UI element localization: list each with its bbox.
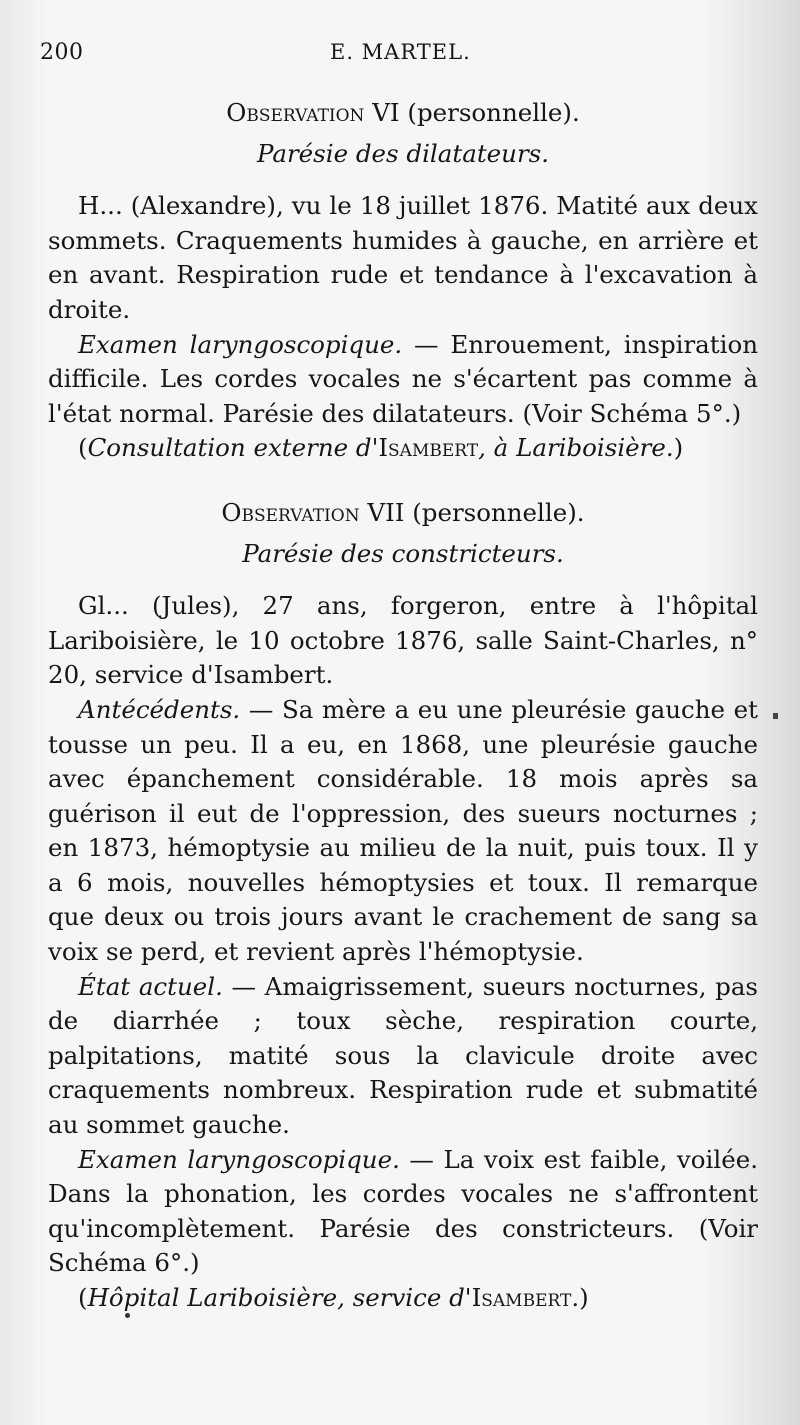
observation-label: Observation [226,98,365,127]
exam-text: — La voix est faible, voilée. Dans la phonation, les cordes vocales ne s'affrontent qu'incomplètement. Parésie des constricteurs. (Voir Schéma 6°.) [48,1144,758,1278]
current-state-text: — Amaigrissement, sueurs nocturnes, pas de diarrhée ; toux sèche, respiration courte, palpitations, matité sous la clavicule droite avec craquements nombreux. Respiration rude et submatité au sommet gauche. [48,971,758,1140]
observation-7-source [48,1281,758,1316]
paren-open: ( [78,1283,88,1312]
paren-open: ( [78,433,88,463]
exam-label: Examen laryngoscopique. [78,1144,400,1174]
observation-6-source [48,431,758,466]
observation-6-exam-paragraph [48,328,758,432]
observation-7-exam-paragraph [48,1143,758,1281]
observation-6-patient-paragraph: H... (Alexandre), vu le 18 juillet 1876. Matité aux deux sommets. Craquements humides à gauche, en arrière et en avant. Respiration rude et tendance à l'excavation à droite. [48,191,758,324]
observation-label: Observation [221,497,360,527]
page-number: 200 [40,40,84,65]
page-body [48,96,758,1316]
paren-close: .) [571,1283,589,1312]
exam-text: — Enrouement, inspiration difficile. Les cordes vocales ne s'écartent pas comme à l'état normal. Parésie des dilatateurs. (Voir Schéma 5°.) [48,329,758,428]
page-header [40,40,740,74]
observation-6-subtitle: Parésie des dilatateurs. [256,138,550,168]
observation-number: VI (personnelle). [364,98,580,127]
current-state-label: État actuel. [78,971,223,1001]
source-author: Isambert [378,433,479,463]
source-text: Hôpital Lariboisière, service d' [87,1283,472,1312]
history-label: Antécédents. [78,694,241,724]
observation-7-subtitle: Parésie des constricteurs. [242,538,564,568]
observation-number: VII (personnelle). [359,497,585,527]
running-head: E. MARTEL. [330,40,471,64]
margin-ink-mark [773,713,778,719]
observation-7-current-state-paragraph [48,970,758,1143]
observation-6-title [48,96,758,131]
ink-dot-mark [125,1313,130,1318]
exam-label: Examen laryngoscopique. [78,329,403,359]
history-text: — Sa mère a eu une pleurésie gauche et tousse un peu. Il a eu, en 1868, une pleurésie gauche avec épanchement considérable. 18 mois après sa guérison il eut de l'oppression, des sueurs nocturnes ; en 1873, hémoptysie au milieu de la nuit, puis toux. Il y a 6 mois, nouvelles hémoptysies et toux. Il remarque que deux ou trois jours avant le crachement de sang sa voix se perd, et revient après l'hémoptysie. [48,694,758,967]
observation-7-history-paragraph [48,693,758,970]
observation-7-title [48,496,758,531]
source-author: Isambert [471,1283,572,1312]
source-text: Consultation externe d' [87,433,379,463]
paren-close: ) [673,433,684,463]
source-place: , à Lariboisière. [478,433,674,463]
observation-7-patient-paragraph: Gl... (Jules), 27 ans, forgeron, entre à l'hôpital Lariboisière, le 10 octobre 1876, salle Saint-Charles, n° 20, service d'Isambert. [48,591,758,690]
